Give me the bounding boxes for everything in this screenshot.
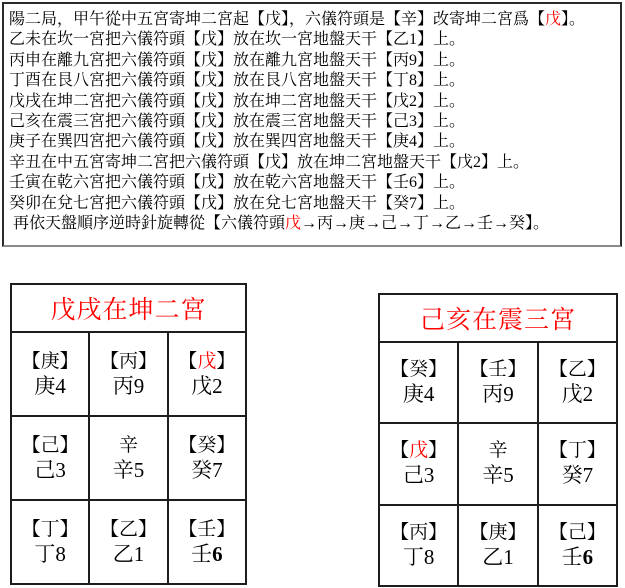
note-line: [9, 132, 616, 152]
text-segment: 【丁】: [548, 440, 606, 462]
sky-plate-stem: [390, 521, 447, 544]
sky-plate-stem: [178, 434, 235, 457]
text-segment: →丙→庚→己→丁→乙→壬→癸】。: [301, 215, 550, 233]
text-segment: 壬寅在乾六宮把六儀符頭【戊】放在乾六宮地盤天干【壬6】上。: [9, 174, 466, 192]
note-line: [9, 71, 616, 91]
text-segment: 6: [212, 541, 223, 566]
sky-plate-stem: [178, 518, 235, 541]
text-segment: 【: [390, 440, 410, 462]
text-segment: 再依天盤順序逆時針旋轉從【六儀符頭: [9, 215, 286, 233]
note-line: [9, 10, 616, 30]
sky-plate-stem: [488, 439, 507, 462]
note-line: [9, 112, 616, 132]
text-segment: 丁酉在艮八宮把六儀符頭【戊】放在艮八宮地盤天干【丁8】上。: [9, 72, 466, 90]
earth-plate-stem: [191, 373, 223, 399]
earth-plate-stem: [482, 462, 514, 488]
text-segment: 庚4: [34, 373, 66, 398]
text-segment: 壬: [561, 544, 583, 569]
note-line: [9, 214, 616, 234]
palace-cell: [12, 501, 88, 583]
palace-cell: [169, 333, 245, 415]
sky-plate-stem: [469, 521, 526, 544]
sky-plate-stem: [549, 358, 606, 381]
earth-plate-stem: [113, 457, 145, 483]
palace-cell: [90, 417, 166, 499]
sky-plate-stem: [22, 518, 79, 541]
text-segment: 乙1: [112, 541, 145, 566]
note-line: [9, 194, 616, 214]
earth-plate-stem: [34, 541, 66, 567]
text-segment: 【庚】: [21, 350, 79, 372]
text-segment: 庚子在巽四宮把六儀符頭【戊】放在巽四宮地盤天干【庚4】上。: [9, 133, 466, 151]
sky-plate-stem: [100, 350, 157, 373]
earth-plate-stem: [113, 541, 145, 567]
earth-plate-stem: [34, 373, 66, 399]
palace-cell: [539, 343, 616, 422]
text-segment: 乙未在坎一宮把六儀符頭【戊】放在坎一宮地盤天干【乙1】上。: [9, 31, 466, 49]
earth-plate-stem: [403, 381, 435, 407]
sky-plate-stem: [469, 358, 526, 381]
red-highlight-text: 戊: [545, 11, 562, 28]
earth-plate-stem: [191, 541, 223, 567]
palace-cell: [12, 333, 88, 415]
text-segment: 己3: [402, 463, 435, 488]
text-segment: 【丙】: [390, 521, 448, 543]
text-segment: 乙1: [482, 544, 514, 569]
text-segment: 戊戌在坤二宮把六儀符頭【戊】放在坤二宮地盤天干【戊2】上。: [9, 92, 466, 110]
sky-plate-stem: [549, 439, 606, 462]
palace-cell: [459, 424, 536, 503]
text-segment: 己亥在震三宮把六儀符頭【戊】放在震三宮地盤天干【己3】上。: [9, 113, 466, 131]
note-line: [9, 92, 616, 112]
earth-plate-stem: [191, 457, 223, 483]
earth-plate-stem: [562, 544, 594, 570]
palace-cell: [539, 424, 616, 503]
text-segment: 【乙】: [548, 359, 606, 381]
note-line: [9, 51, 616, 71]
palace-cell: [169, 417, 245, 499]
palace-cell: [169, 501, 245, 583]
text-segment: 辛5: [482, 463, 514, 488]
sky-plate-stem: [390, 358, 447, 381]
palace-cell: [380, 424, 457, 503]
text-segment: 辛: [118, 434, 138, 456]
text-segment: 丙申在離九宮把六儀符頭【戊】放在離九宮地盤天干【丙9】上。: [9, 51, 466, 69]
palace-cell: [90, 501, 166, 583]
palace-cell: [539, 506, 616, 585]
sky-plate-stem: [178, 350, 235, 373]
text-segment: 【丁】: [21, 518, 79, 540]
text-segment: 】: [216, 350, 236, 372]
text-segment: 【: [178, 350, 198, 372]
palace-cell: [459, 506, 536, 585]
text-segment: 【壬】: [469, 359, 527, 381]
text-segment: 陽二局，甲午從中五宮寄坤二宮起【戊】，六儀符頭是【辛】改寄坤二宮爲【: [9, 11, 546, 28]
text-segment: 丙9: [112, 373, 145, 398]
earth-plate-stem: [113, 373, 145, 399]
note-line: [9, 173, 616, 193]
earth-plate-stem: [482, 381, 514, 407]
palace-cell: [380, 343, 457, 422]
text-segment: 壬: [191, 541, 213, 566]
palace-cell: [380, 506, 457, 585]
palace-grid: [12, 333, 245, 583]
text-segment: 【癸】: [390, 359, 448, 381]
table-title: 己亥在震三宮: [380, 295, 616, 341]
table-jihai-zhen3: [378, 293, 618, 587]
red-highlight-text: 戊: [197, 350, 217, 372]
text-segment: 戊2: [191, 373, 223, 398]
earth-plate-stem: [403, 462, 435, 488]
text-segment: 【己】: [21, 434, 79, 456]
notes-box: [2, 2, 622, 247]
note-line: [9, 153, 616, 173]
text-segment: 癸7: [191, 457, 223, 482]
sky-plate-stem: [22, 350, 79, 373]
earth-plate-stem: [403, 544, 435, 570]
earth-plate-stem: [34, 457, 66, 483]
earth-plate-stem: [482, 544, 514, 570]
text-segment: 丁8: [34, 541, 66, 566]
sky-plate-stem: [390, 439, 447, 462]
sky-plate-stem: [119, 434, 138, 457]
text-segment: 辛: [488, 440, 508, 462]
palace-cell: [12, 417, 88, 499]
earth-plate-stem: [562, 381, 594, 407]
text-segment: 【壬】: [178, 518, 236, 540]
text-segment: 丁8: [402, 544, 435, 569]
text-segment: 【癸】: [178, 434, 236, 456]
text-segment: 己3: [34, 457, 66, 482]
text-segment: 】: [428, 440, 448, 462]
red-highlight-text: 戊: [285, 215, 302, 233]
sky-plate-stem: [549, 521, 606, 544]
earth-plate-stem: [562, 462, 594, 488]
red-highlight-text: 戊: [409, 440, 429, 462]
text-segment: 戊2: [561, 382, 594, 407]
text-segment: 【乙】: [99, 518, 157, 540]
note-line: [9, 30, 616, 50]
text-segment: 】。: [561, 11, 586, 28]
text-segment: 【己】: [548, 521, 606, 543]
text-segment: 6: [582, 544, 594, 569]
text-segment: 【丙】: [99, 350, 157, 372]
sky-plate-stem: [22, 434, 79, 457]
palace-cell: [459, 343, 536, 422]
palace-cell: [90, 333, 166, 415]
palace-grid: [380, 343, 616, 585]
table-wuxu-kun2: [10, 283, 247, 585]
text-segment: 庚4: [402, 382, 435, 407]
text-segment: 辛丑在中五宮寄坤二宮把六儀符頭【戊】放在坤二宮地盤天干【戊2】上。: [9, 153, 530, 171]
table-title: 戊戌在坤二宮: [12, 285, 245, 331]
text-segment: 辛5: [112, 457, 145, 482]
sky-plate-stem: [100, 518, 157, 541]
text-segment: 癸卯在兌七宮把六儀符頭【戊】放在兌七宮地盤天干【癸7】上。: [9, 194, 466, 212]
text-segment: 丙9: [482, 382, 514, 407]
text-segment: 癸7: [561, 463, 594, 488]
text-segment: 【庚】: [469, 521, 527, 543]
